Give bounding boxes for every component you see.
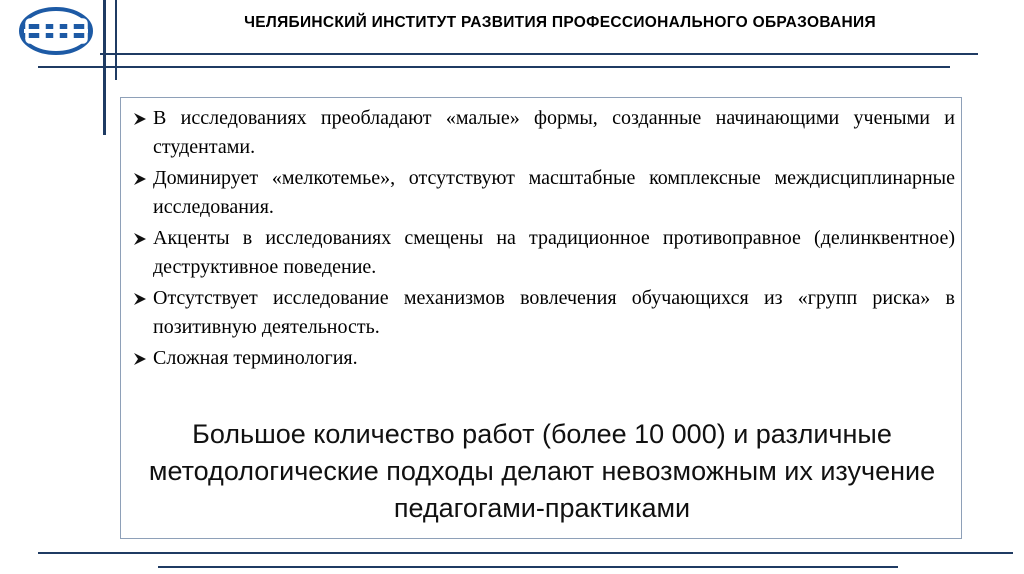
bullet-text: Доминирует «мелкотемье», отсутствуют масштабные комплексные междисциплинарные исследования. — [153, 167, 955, 218]
institute-logo-icon — [18, 6, 94, 56]
bullet-text: Акценты в исследованиях смещены на традиционное противоправное (делинквентное) деструктивное поведение. — [153, 227, 955, 278]
bullet-text: Сложная терминология. — [153, 347, 358, 369]
arrow-bullet-icon — [133, 292, 147, 306]
decor-header-line-top — [100, 53, 978, 55]
conclusion-text: Большое количество работ (более 10 000) и различные методологические подходы делают невозможным их изучение педагогами-практиками — [148, 419, 936, 523]
bullet-list — [131, 104, 955, 375]
arrow-bullet-icon — [133, 112, 147, 126]
decor-vertical-line-right — [115, 0, 117, 80]
bullet-item — [131, 104, 955, 162]
arrow-bullet-icon — [133, 232, 147, 246]
arrow-bullet-icon — [133, 352, 147, 366]
arrow-bullet-icon — [133, 172, 147, 186]
decor-footer-line-top — [38, 552, 1013, 554]
bullet-text: Отсутствует исследование механизмов вовлечения обучающихся из «групп риска» в позитивную деятельность. — [153, 287, 955, 338]
decor-header-line-bottom — [38, 66, 950, 68]
bullet-item — [131, 344, 955, 373]
bullet-item — [131, 164, 955, 222]
bullet-text: В исследованиях преобладают «малые» формы, созданные начинающими учеными и студентами. — [153, 107, 955, 158]
content-box — [120, 97, 962, 539]
bullet-item — [131, 284, 955, 342]
bullet-item — [131, 224, 955, 282]
header-title: ЧЕЛЯБИНСКИЙ ИНСТИТУТ РАЗВИТИЯ ПРОФЕССИОНАЛЬНОГО ОБРАЗОВАНИЯ — [244, 14, 876, 31]
decor-footer-line-bottom — [158, 566, 898, 568]
